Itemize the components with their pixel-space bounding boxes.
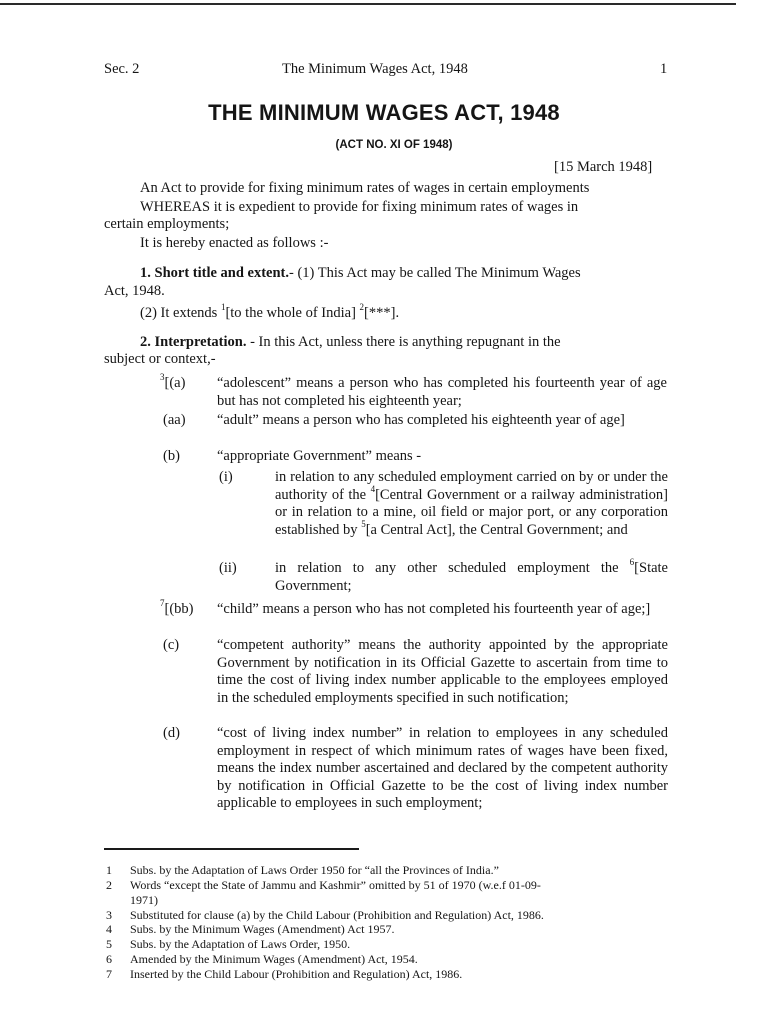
definition-a-label: $^3$[(a) <box>160 372 186 391</box>
definition-b-i-label: (i) <box>219 469 233 485</box>
definition-d-label: (d) <box>163 725 180 741</box>
footnote-ref-3: 3 <box>160 372 165 383</box>
header-running-title: The Minimum Wages Act, 1948 <box>282 61 468 77</box>
enactment-date: [15 March 1948] <box>554 159 653 175</box>
whereas-line-1: WHEREAS it is expedient to provide for fixing minimum rates of wages in <box>140 199 579 215</box>
whereas-line-2: certain employments; <box>104 216 230 232</box>
footnote-ref-7: 7 <box>160 598 165 609</box>
definition-c-text: “competent authority” means the authority appointed by the appropriate Government by notification in its Official Gazette to ascertain from time to time the cost of living index number applicable to the employees employed in the scheduled employments specified in such notification; <box>217 637 668 706</box>
section-1-line-2: Act, 1948. <box>104 283 165 299</box>
definition-b-label: (b) <box>163 448 180 464</box>
section-1-line-1: 1. Short title and extent.- (1) This Act may be called The Minimum Wages <box>140 265 581 281</box>
definition-bb-label: $^7$[(bb) <box>160 598 194 617</box>
definition-d-text: “cost of living index number” in relation to employees in any scheduled employment in respect of which minimum rates of wages have been fixed, means the index number ascertained and declared by the competent authority by notification in Official Gazette to be the cost of living index number applicable to employees in such employment; <box>217 725 668 811</box>
section-2-heading: 2. Interpretation. <box>140 334 247 350</box>
document-title: THE MINIMUM WAGES ACT, 1948 <box>208 100 560 125</box>
definition-b-ii-label: (ii) <box>219 560 237 576</box>
preamble-line: An Act to provide for fixing minimum rates of wages in certain employments <box>140 180 590 196</box>
header-section: Sec. 2 <box>104 61 140 77</box>
footnote-4: 4 Subs. by the Minimum Wages (Amendment) Act 1957. <box>106 922 395 936</box>
footnote-2: 2 Words “except the State of Jammu and Kashmir” omitted by 51 of 1970 (w.e.f 01-09- <box>106 878 541 892</box>
footnote-3: 3 Substituted for clause (a) by the Child Labour (Prohibition and Regulation) Act, 1986. <box>106 908 544 922</box>
section-2-line-1: 2. Interpretation. - In this Act, unless there is anything repugnant in the <box>140 334 561 350</box>
definition-bb-text: “child” means a person who has not completed his fourteenth year of age;] <box>217 601 651 617</box>
act-number: (ACT NO. XI OF 1948) <box>335 139 453 151</box>
footnote-divider <box>104 848 359 850</box>
definition-b-i-text: in relation to any scheduled employment carried on by or under the authority of the $^4$[Central Government or a railway administration] or in relation to a mine, oil field or major port, or any corporation established by $^5$[a Central Act], the Central Government; and <box>275 469 668 538</box>
section-2-line-2: subject or context,- <box>104 351 216 367</box>
footnote-ref-4: 4 <box>370 483 376 494</box>
top-border-rule <box>0 3 736 5</box>
definition-aa-label: (aa) <box>163 412 186 428</box>
footnote-1: 1 Subs. by the Adaptation of Laws Order 1950 for “all the Provinces of India.” <box>106 863 499 877</box>
header-page-number: 1 <box>660 61 668 77</box>
footnote-ref-6: 6 <box>629 557 635 568</box>
section-1-heading: 1. Short title and extent. <box>140 265 290 281</box>
definition-a-text: “adolescent” means a person who has completed his fourteenth year of age but has not completed his eighteenth year; <box>217 375 667 409</box>
footnote-2-continuation: 1971) <box>130 893 158 907</box>
footnote-ref-5: 5 <box>361 518 366 529</box>
definition-aa-text: “adult” means a person who has completed his eighteenth year of age] <box>217 412 625 428</box>
enactment-clause: It is hereby enacted as follows :- <box>140 235 329 251</box>
section-1-subsection-2: (2) It extends $^1$[to the whole of India] $^2$[***]. <box>140 302 400 321</box>
definition-c-label: (c) <box>163 637 180 653</box>
footnote-7: 7 Inserted by the Child Labour (Prohibition and Regulation) Act, 1986. <box>106 967 463 981</box>
definition-b-text: “appropriate Government” means - <box>217 448 422 464</box>
footnote-ref-1: 1 <box>220 302 226 313</box>
definition-b-ii-text: in relation to any other scheduled employment the $^6$[State Government; <box>275 557 668 594</box>
footnote-5: 5 Subs. by the Adaptation of Laws Order, 1950. <box>106 937 351 951</box>
footnote-ref-2: 2 <box>359 302 365 313</box>
footnote-6: 6 Amended by the Minimum Wages (Amendment) Act, 1954. <box>106 952 418 966</box>
